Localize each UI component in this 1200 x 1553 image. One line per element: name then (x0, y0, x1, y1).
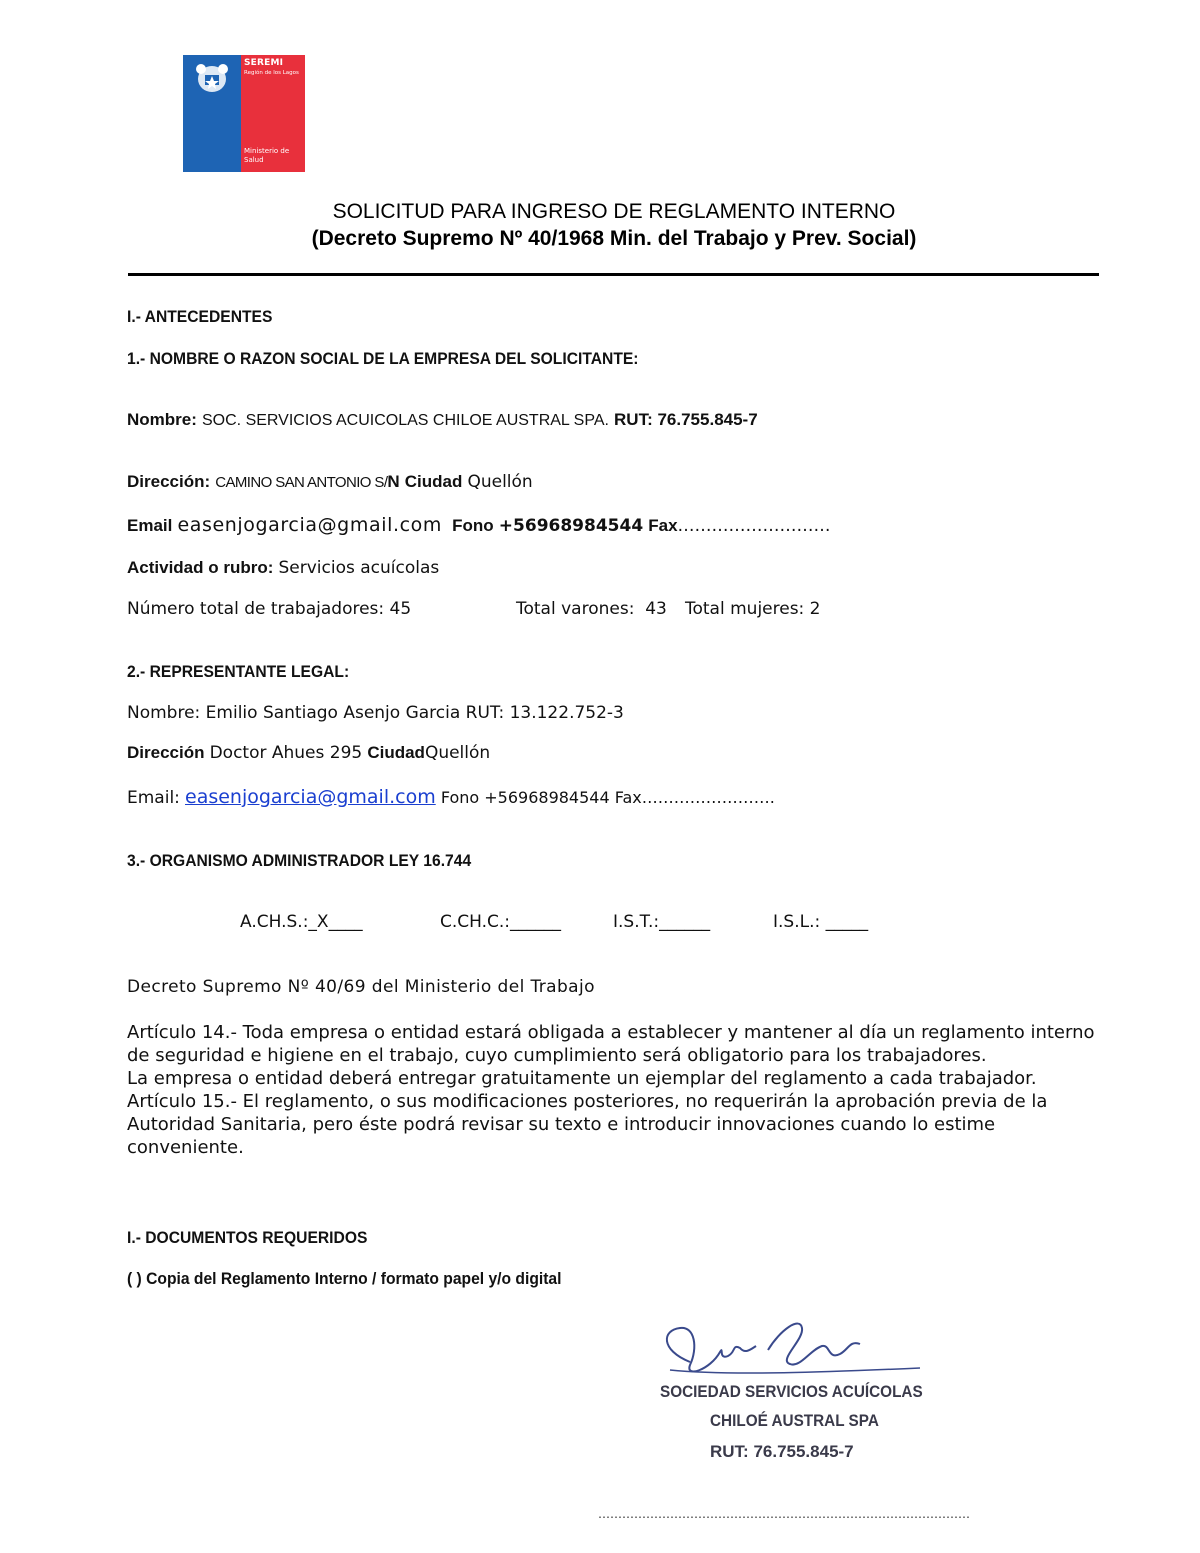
achs-value[interactable]: _X____ (308, 912, 363, 932)
rep-phone-fax: Fono +56968984544 Fax……………………. (440, 788, 775, 807)
section-antecedentes-heading: I.- ANTECEDENTES (127, 307, 273, 326)
article-15: Artículo 15.- El reglamento, o sus modificaciones posteriores, no requerirán la aprobación previa de la Autoridad Sanitaria, pero éste podrá revisar su texto e introducir innovaciones cuando lo estime conveniente. (127, 1091, 1048, 1158)
fono-label: Fono (452, 516, 494, 535)
rep-direccion-label: Dirección (127, 743, 205, 762)
direccion-value: CAMINO SAN ANTONIO S/ (215, 474, 388, 491)
total-workers: Número total de trabajadores: 45 (127, 599, 412, 619)
activity-row (127, 558, 439, 578)
legal-rep-contact-row (127, 786, 775, 808)
article-14-copy: La empresa o entidad deberá entregar gratuitamente un ejemplar del reglamento a cada trabajador. (127, 1068, 1037, 1089)
seremi-logo (183, 55, 305, 172)
total-men: Total varones: 43 (516, 599, 667, 619)
rep-email-label: Email: (127, 788, 180, 808)
stamp-line-1: SOCIEDAD SERVICIOS ACUÍCOLAS (660, 1382, 923, 1401)
ist-field[interactable]: I.S.T.:______ (613, 912, 711, 932)
cchc-field[interactable]: C.CH.C.:______ (440, 912, 562, 932)
isl-field[interactable]: I.S.L.: _____ (773, 912, 869, 932)
direccion-n: N (387, 472, 400, 491)
organismo-options (240, 912, 363, 932)
article-14: Artículo 14.- Toda empresa o entidad estará obligada a establecer y mantener al día un reglamento interno de seguridad e higiene en el trabajo, cuyo cumplimiento será obligatorio para los trabajadores. (127, 1022, 1095, 1066)
logo-region-text: Región de los Lagos (244, 70, 299, 76)
rep-ciudad-label: Ciudad (367, 743, 425, 762)
ciudad-value: Quellón (467, 472, 533, 492)
document-title: SOLICITUD PARA INGRESO DE REGLAMENTO INTERNO (332, 200, 896, 223)
rep-email-link[interactable]: easenjogarcia@gmail.com (185, 786, 436, 808)
direccion-label: Dirección: (127, 472, 211, 491)
legal-rep-heading: 2.- REPRESENTANTE LEGAL: (127, 662, 350, 681)
total-women: Total mujeres: 2 (685, 599, 821, 619)
legal-rep-address-row (127, 743, 490, 763)
decreto-text (127, 1021, 1117, 1159)
organismo-heading: 3.- ORGANISMO ADMINISTRADOR LEY 16.744 (127, 851, 472, 870)
actividad-value: Servicios acuícolas (278, 558, 440, 578)
document-subtitle: (Decreto Supremo Nº 40/1968 Min. del Trabajo y Prev. Social) (311, 227, 917, 250)
logo-seremi-text: SEREMI (244, 58, 284, 68)
signature-line: ………………………………………………………………………………… (598, 1507, 970, 1521)
coat-of-arms-icon (187, 59, 237, 99)
logo-blue-panel (183, 55, 241, 172)
stamp-line-3: RUT: 76.755.845-7 (710, 1442, 854, 1461)
fax-dots: ……………………… (677, 516, 831, 536)
company-address-row (127, 472, 533, 492)
decreto-title: Decreto Supremo Nº 40/69 del Ministerio del Trabajo (127, 977, 595, 997)
document-item-reglamento[interactable]: ( ) Copia del Reglamento Interno / formato papel y/o digital (127, 1269, 562, 1288)
documents-heading: I.- DOCUMENTOS REQUERIDOS (127, 1228, 368, 1247)
ciudad-label: Ciudad (404, 472, 463, 491)
company-name-heading: 1.- NOMBRE O RAZON SOCIAL DE LA EMPRESA DEL SOLICITANTE: (127, 349, 639, 368)
nombre-label: Nombre: (127, 410, 197, 429)
legal-rep-name: Nombre: Emilio Santiago Asenjo Garcia RUT: 13.122.752-3 (127, 703, 624, 723)
email-label: Email (127, 516, 173, 535)
stamp-line-2: CHILOÉ AUSTRAL SPA (710, 1411, 879, 1430)
company-name-value: SOC. SERVICIOS ACUICOLAS CHILOE AUSTRAL SPA. (202, 412, 609, 429)
logo-red-panel (241, 55, 305, 172)
logo-ministry-text: Ministerio de Salud (244, 147, 290, 164)
title-divider (128, 273, 1099, 276)
achs-label: A.CH.S.: (240, 912, 309, 932)
fax-label: Fax (648, 516, 678, 535)
rep-ciudad-value: Quellón (424, 743, 491, 763)
company-email[interactable]: easenjogarcia@gmail.com (177, 514, 442, 536)
company-contact-row (127, 514, 831, 536)
rep-direccion-value: Doctor Ahues 295 (209, 743, 363, 763)
actividad-label: Actividad o rubro: (127, 558, 274, 577)
company-phone: +56968984544 (498, 516, 644, 536)
company-name-row (127, 410, 758, 430)
company-rut: RUT: 76.755.845-7 (614, 410, 758, 429)
